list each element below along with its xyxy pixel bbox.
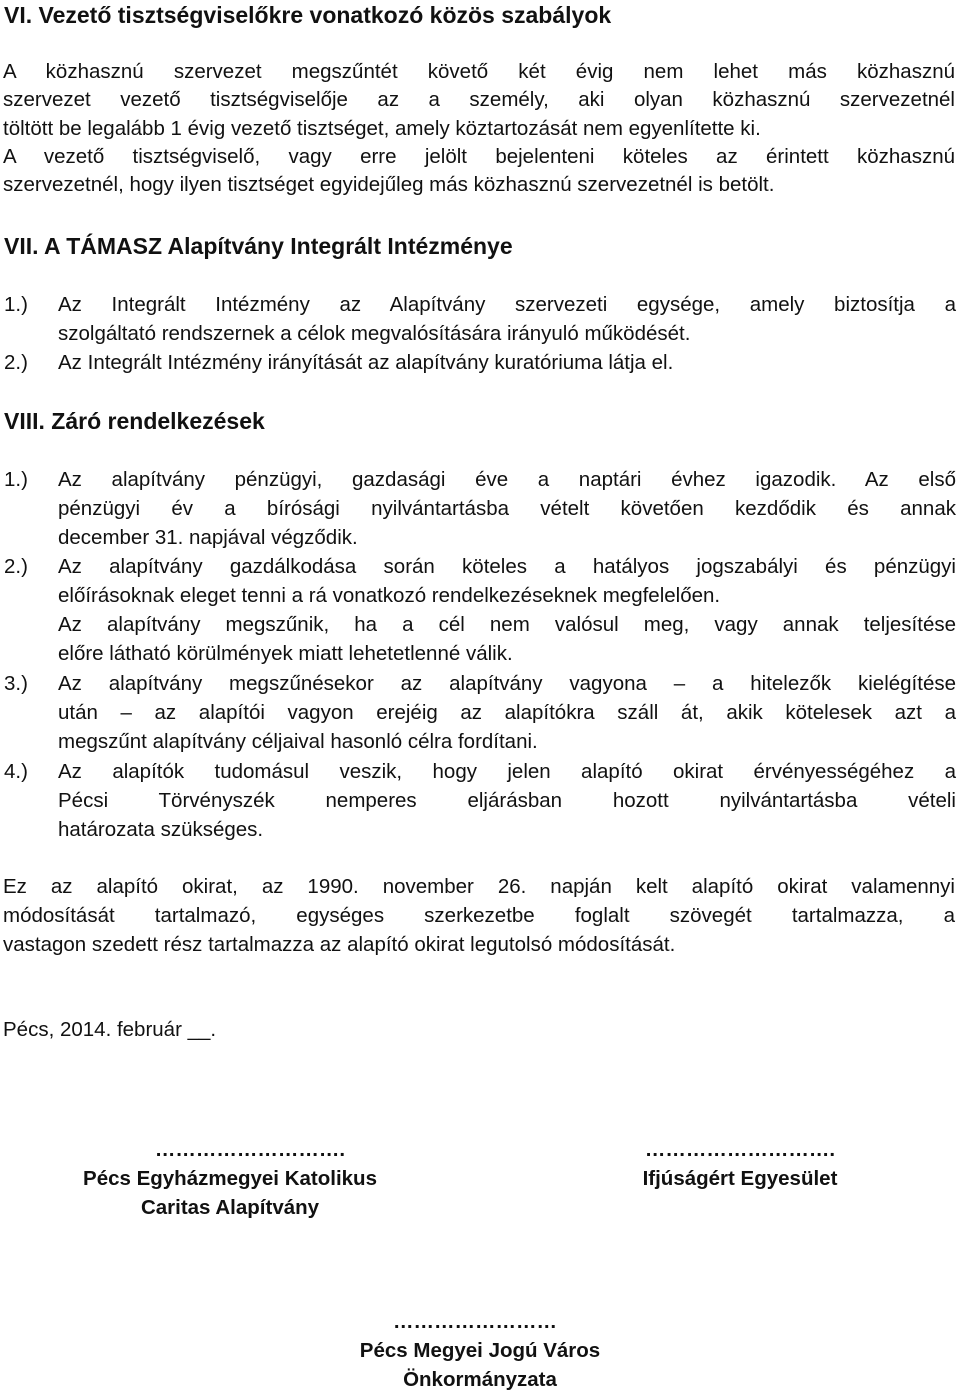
text-line: szervezetnél, hogy ilyen tisztséget egyidejűleg más közhasznú szervezetnél is betölt. — [3, 173, 775, 197]
text-line: Az Integrált Intézmény az Alapítvány szervezeti egysége, amely biztosítja a — [58, 293, 956, 316]
section-7-heading: VII. A TÁMASZ Alapítvány Integrált Intézménye — [4, 233, 513, 259]
signature-bottom — [280, 1307, 680, 1394]
signatory-name: Caritas Alapítvány — [140, 1196, 320, 1219]
section-8-heading: VIII. Záró rendelkezések — [4, 408, 265, 434]
section-6-paragraph — [3, 58, 955, 199]
signature-line: ………………………. — [644, 1138, 836, 1161]
signatory-name: Ifjúságért Egyesület — [642, 1167, 838, 1190]
item-number: 1.) — [4, 293, 28, 316]
item-number: 3.) — [4, 672, 28, 695]
signature-left — [40, 1135, 420, 1222]
text-line: módosítását tartalmazó, egységes szerkezetbe foglalt szövegét tartalmazza, a — [3, 904, 955, 927]
text-line: pénzügyi év a bírósági nyilvántartásba vételt követően kezdődik és annak — [58, 497, 956, 520]
text-line: A közhasznú szervezet megszűntét követő két évig nem lehet más közhasznú — [3, 60, 955, 83]
text-line: szervezet vezető tisztségviselője az a személy, aki olyan közhasznú szervezetnél — [3, 88, 955, 112]
signature-line: …………………… — [393, 1310, 557, 1333]
text-line: szolgáltató rendszernek a célok megvalósítására irányuló működését. — [58, 322, 691, 345]
text-line: Az alapítvány megszűnésekor az alapítvány vagyona – a hitelezők kielégítése — [58, 672, 956, 695]
text-line: Az alapítvány megszűnik, ha a cél nem valósul meg, vagy annak teljesítése — [58, 613, 956, 636]
text-line: Az Integrált Intézmény irányítását az alapítvány kuratóriuma látja el. — [58, 351, 674, 374]
signatory-name: Pécs Megyei Jogú Város — [359, 1339, 601, 1362]
signature-right — [560, 1135, 920, 1193]
text-line: A vezető tisztségviselő, vagy erre jelölt bejelenteni köteles az érintett közhasznú — [3, 144, 955, 168]
text-line: Az alapítvány gazdálkodása során köteles a hatályos jogszabályi és pénzügyi — [58, 555, 956, 578]
text-line: Az alapítók tudomásul veszik, hogy jelen alapító okirat érvényességéhez a — [58, 760, 956, 783]
item-number: 1.) — [4, 468, 28, 491]
item-number: 2.) — [4, 351, 28, 374]
signatory-name: Pécs Egyházmegyei Katolikus — [83, 1167, 377, 1190]
text-line: előírásoknak eleget tenni a rá vonatkozó rendelkezéseknek megfelelően. — [58, 584, 721, 607]
text-line: vastagon szedett rész tartalmazza az alapító okirat legutolsó módosítását. — [3, 933, 676, 956]
item-number: 2.) — [4, 555, 28, 578]
text-line: Ez az alapító okirat, az 1990. november 26. napján kelt alapító okirat valamennyi — [3, 875, 955, 898]
text-line: megszűnt alapítvány céljaival hasonló célra fordítani. — [58, 730, 538, 753]
text-line: után – az alapítói vagyon erejéig az alapítókra száll át, akik kötelesek azt a — [58, 701, 956, 724]
text-line: határozata szükséges. — [58, 818, 264, 841]
closing-paragraph — [3, 872, 955, 959]
text-line: Az alapítvány pénzügyi, gazdasági éve a naptári évhez igazodik. Az első — [58, 468, 956, 491]
signature-line: ………………………. — [154, 1138, 346, 1161]
place-date: Pécs, 2014. február __. — [3, 1018, 217, 1041]
section-6-heading: VI. Vezető tisztségviselőkre vonatkozó közös szabályok — [4, 2, 612, 28]
text-line: előre látható körülmények miatt lehetetlenné válik. — [58, 642, 513, 665]
text-line: Pécsi Törvényszék nemperes eljárásban hozott nyilvántartásba vételi — [58, 789, 956, 812]
signatory-name: Önkormányzata — [403, 1368, 557, 1391]
text-line: töltött be legalább 1 évig vezető tisztséget, amely köztartozását nem egyenlítette ki. — [3, 116, 761, 140]
text-line: december 31. napjával végződik. — [58, 526, 358, 549]
item-number: 4.) — [4, 760, 28, 783]
